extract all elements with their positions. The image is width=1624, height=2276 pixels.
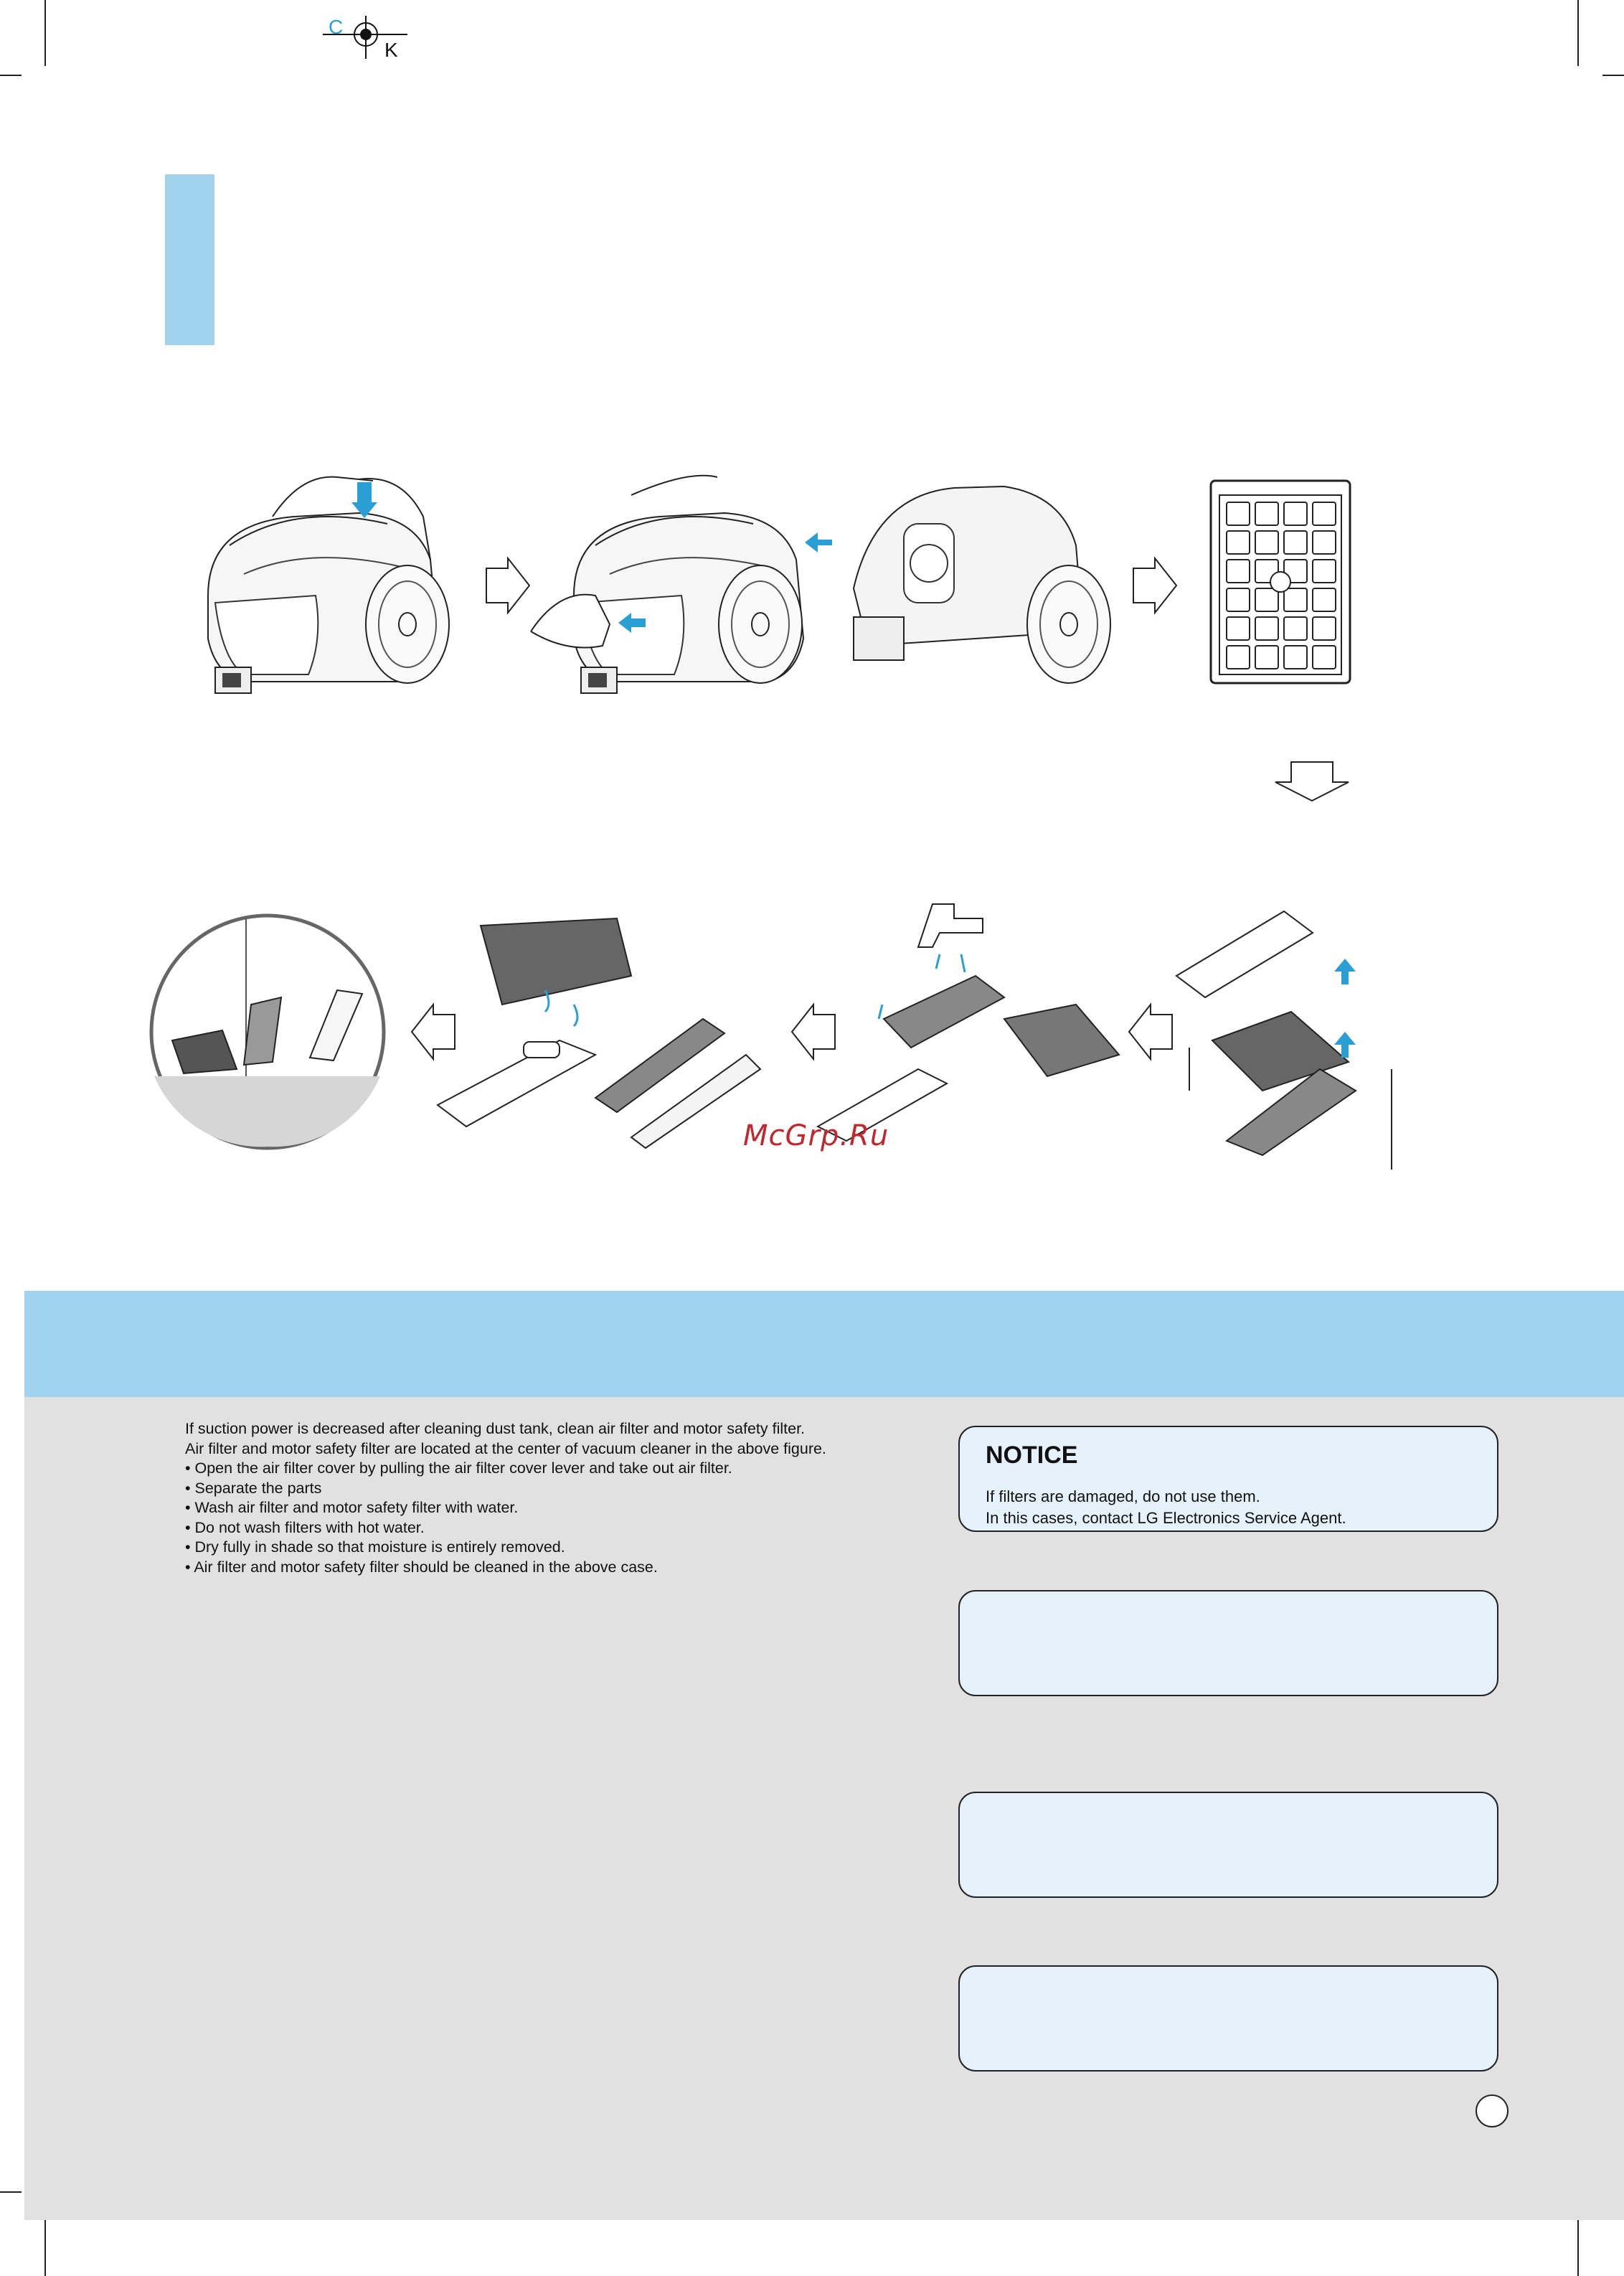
washing-filter-illustration [818, 904, 1119, 1141]
crop-mark-bottom-left-horizontal [0, 2191, 22, 2193]
squeeze-filter-illustration [438, 918, 760, 1148]
step-arrow-right-2 [1133, 558, 1176, 613]
notice-line: In this cases, contact LG Electronics Service Agent. [986, 1509, 1346, 1527]
step-arrow-left-2 [792, 1005, 835, 1059]
empty-info-box [958, 1965, 1498, 2072]
empty-info-box [958, 1792, 1498, 1898]
step-arrow-left-3 [1129, 1005, 1172, 1059]
crop-mark-bottom-right-vertical [1577, 2219, 1579, 2276]
step-arrow-left-1 [412, 1005, 455, 1059]
step-arrow-down [1275, 762, 1349, 801]
empty-info-box [958, 1590, 1498, 1696]
instruction-line: • Air filter and motor safety filter should be cleaned in the above case. [185, 1558, 658, 1576]
notice-text [986, 1486, 1346, 1529]
instruction-line: • Open the air filter cover by pulling the air filter cover lever and take out air filter. [185, 1459, 732, 1477]
instruction-line: If suction power is decreased after cleaning dust tank, clean air filter and motor safety filter. [185, 1420, 806, 1437]
notice-line: If filters are damaged, do not use them. [986, 1487, 1260, 1505]
cleaning-instructions [185, 1419, 938, 1577]
vacuum-illustration-3 [854, 486, 1110, 683]
instruction-line: • Do not wash filters with hot water. [185, 1518, 425, 1536]
separate-filter-parts-illustration [1176, 911, 1392, 1170]
registration-c-label: C [329, 16, 344, 38]
vacuum-illustration-2 [531, 476, 832, 693]
instruction-line: • Separate the parts [185, 1479, 322, 1497]
step-arrow-right-1 [486, 558, 529, 613]
instruction-line: • Wash air filter and motor safety filter with water. [185, 1499, 519, 1516]
section-header-band [24, 1291, 1624, 1397]
notice-title: NOTICE [986, 1442, 1078, 1469]
air-filter-front-view [1211, 481, 1350, 683]
drying-filters-circle [151, 916, 384, 1148]
registration-k-label: K [384, 39, 398, 61]
notice-box [958, 1426, 1498, 1532]
crop-mark-bottom-left-vertical [44, 2219, 46, 2276]
page-number-circle [1476, 2094, 1509, 2127]
instruction-line: Air filter and motor safety filter are located at the center of vacuum cleaner in the above figure. [185, 1439, 826, 1457]
instruction-line: • Dry fully in shade so that moisture is entirely removed. [185, 1538, 565, 1556]
vacuum-illustration-1 [208, 477, 449, 693]
watermark-text: McGrp.Ru [743, 1119, 889, 1152]
